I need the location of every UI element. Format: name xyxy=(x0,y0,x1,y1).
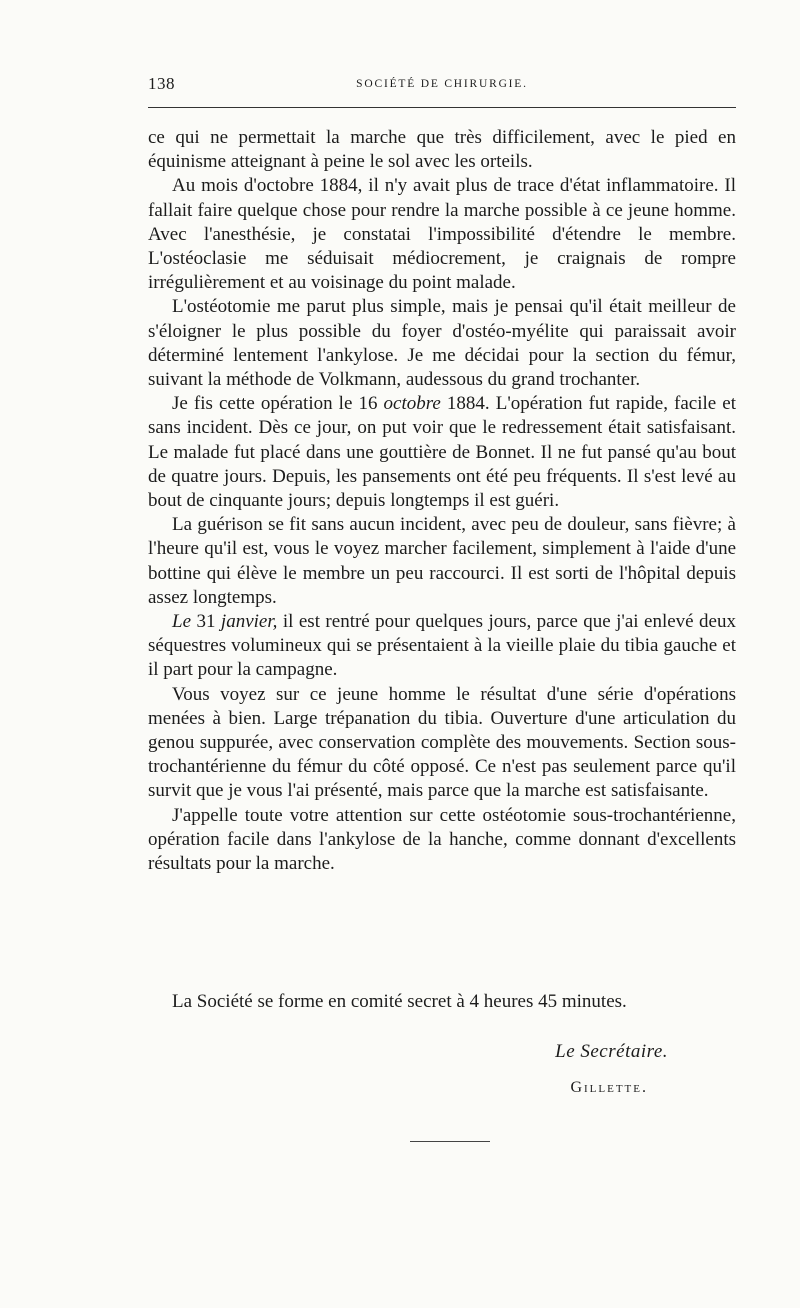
page-number: 138 xyxy=(148,74,175,93)
date-day: 31 xyxy=(191,611,221,633)
header-rule xyxy=(148,107,736,108)
paragraph-4-rest: 1884. L'opération fut rapide, facile et sans incident. Dès ce jour, on put voir que le redressement était satisfaisant. Le malade fut placé dans une gouttière de Bonnet. Il ne fut pansé qu'au bout de quatre jours. Depuis, les pansements ont été peu fréquents. Il s'est levé au bout de cinquante jours; depuis longtemps il est guéri. xyxy=(148,393,736,512)
paragraph-1: ce qui ne permettait la marche que très difficilement, avec le pied en équinisme atteignant à peine le sol avec les orteils. xyxy=(148,127,736,173)
end-rule xyxy=(410,1141,490,1142)
paragraph-4-start: Je fis cette opération le 16 xyxy=(172,393,384,415)
body-text xyxy=(148,126,736,876)
page-header xyxy=(148,74,736,104)
paragraph-6 xyxy=(148,610,736,683)
paragraph-5: La guérison se fit sans aucun incident, avec peu de douleur, sans fièvre; à l'heure qu'il est, vous le voyez marcher facilement, simplement à l'aide d'une bottine qui élève le membre un peu raccourci. Il est sorti de l'hôpital depuis assez longtemps. xyxy=(148,514,736,608)
date-lead-italic: Le xyxy=(172,611,191,633)
paragraph-8: J'appelle toute votre attention sur cette ostéotomie sous-trochantérienne, opération facile dans l'ankylose de la hanche, comme donnant d'excellents résultats pour la marche. xyxy=(148,804,736,875)
signature-title: Le Secrétaire. xyxy=(555,1041,668,1062)
month-italic: octobre xyxy=(383,393,441,415)
closing-line: La Société se forme en comité secret à 4 heures 45 minutes. xyxy=(172,991,627,1012)
date-month-italic: janvier, xyxy=(220,611,278,633)
running-head: SOCIÉTÉ DE CHIRURGIE. xyxy=(356,78,528,90)
paragraph-6-rest: il est rentré pour quelques jours, parce que j'ai enlevé deux séquestres volumineux qui se présentaient à la vieille plaie du tibia gauche et il part pour la campagne. xyxy=(148,611,736,681)
paragraph-7: Vous voyez sur ce jeune homme le résultat d'une série d'opérations menées à bien. Large trépanation du tibia. Ouverture d'une articulation du genou suppurée, avec conservation complète des mouvements. Section sous-trochantérienne du fémur du côté opposé. Ce n'est pas seulement parce qu'il survit que je vous l'ai présenté, mais parce que la marche est satisfaisante. xyxy=(148,683,736,802)
paragraph-2: Au mois d'octobre 1884, il n'y avait plus de trace d'état inflammatoire. Il fallait faire quelque chose pour rendre la marche possible à ce jeune homme. Avec l'anesthésie, je constatai l'impossibilité d'étendre le membre. L'ostéoclasie me séduisait médiocrement, je craignais de rompre irrégulièrement et au voisinage du point malade. xyxy=(148,175,736,294)
paragraph-4 xyxy=(148,392,736,513)
paragraph-3: L'ostéotomie me parut plus simple, mais je pensai qu'il était meilleur de s'éloigner le plus possible du foyer d'ostéo-myélite qui paraissait avoir déterminé lentement l'ankylose. Je me décidai pour la section du fémur, suivant la méthode de Volkmann, audessous du grand trochanter. xyxy=(148,296,736,391)
signature-name: Gillette. xyxy=(570,1079,648,1096)
